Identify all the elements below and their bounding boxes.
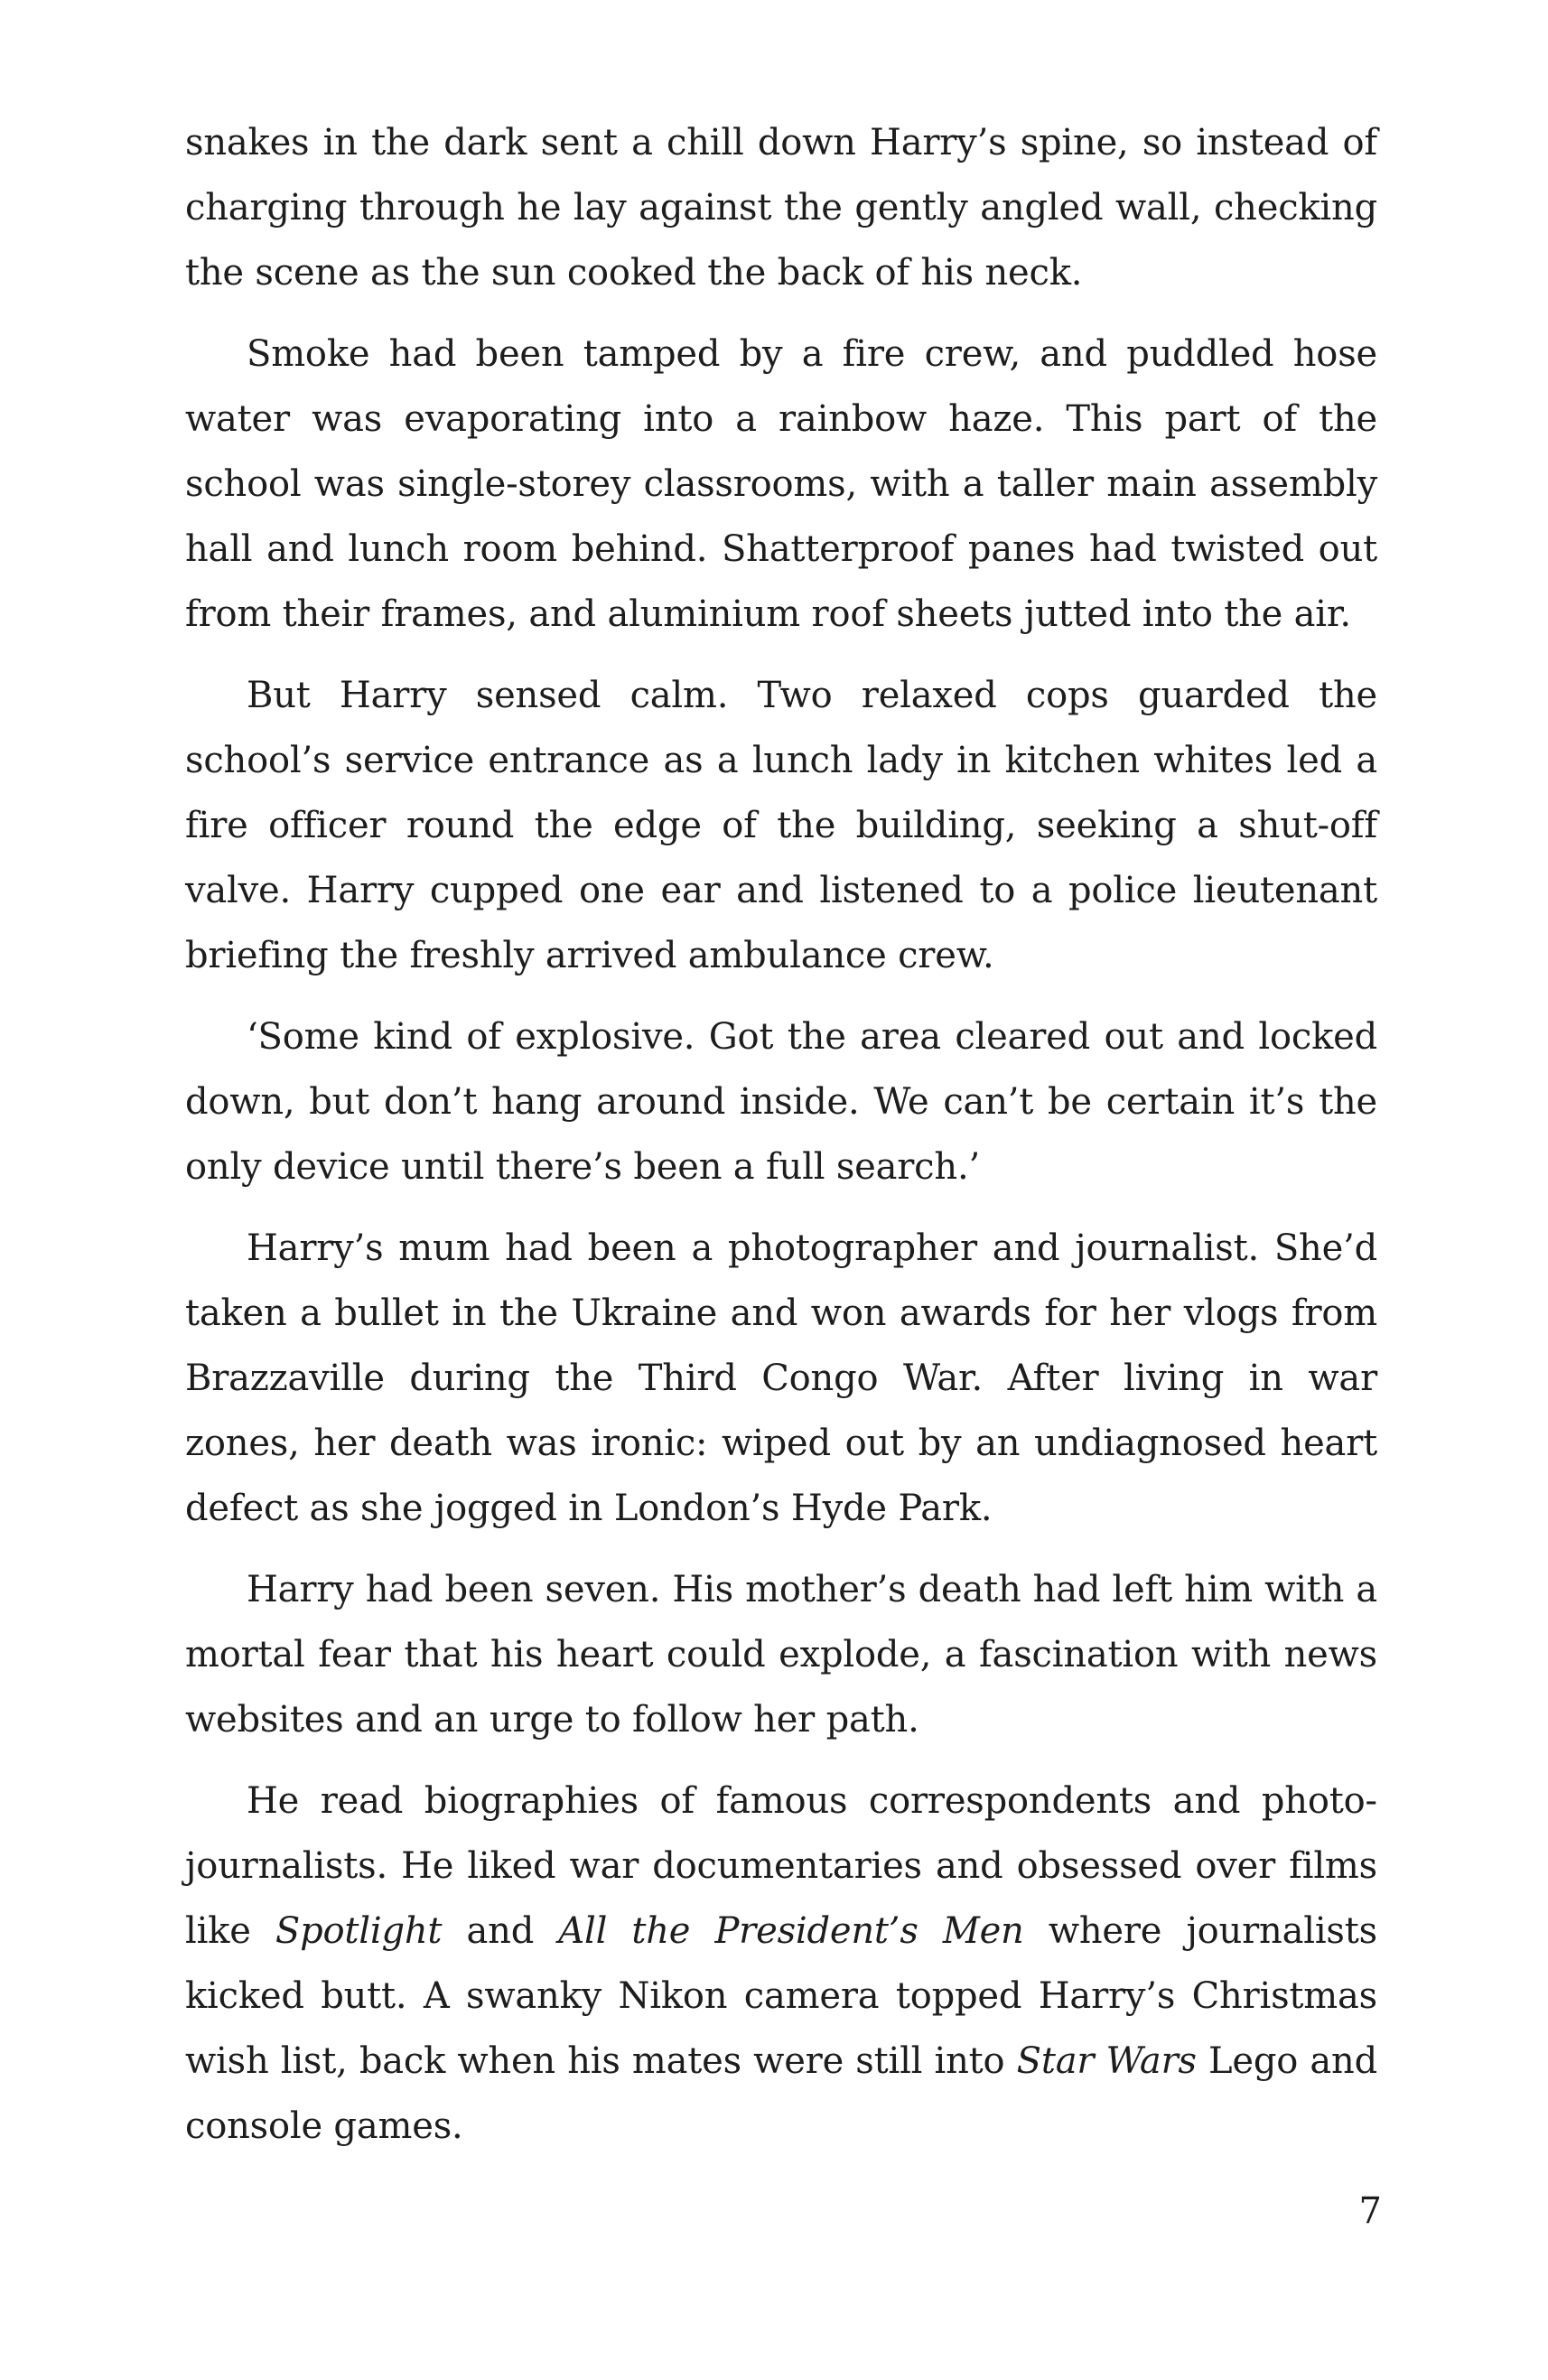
paragraph-3 [185, 663, 1377, 988]
paragraph-6 [185, 1557, 1377, 1752]
film-title-all-the-presidents-men: All the President’s Men [558, 1910, 1024, 1952]
paragraph-7-text-b: and [442, 1910, 559, 1952]
paragraph-4 [185, 1004, 1377, 1199]
book-page-body [185, 110, 1377, 2175]
paragraph-1 [185, 110, 1377, 305]
paragraph-7 [185, 1769, 1377, 2159]
paragraph-2 [185, 322, 1377, 647]
paragraph-7-text-a: He read biographies of famous correspondents and photojournalists. He liked war documentaries and obsessed over films like [185, 1780, 1377, 1952]
title-star-wars: Star Wars [1016, 2040, 1197, 2082]
paragraph-3-text: But Harry sensed calm. Two relaxed cops guarded the school’s service entrance as a lunch lady in kitchen whites led a fire officer round the edge of the building, seeking a shut-off valve. Harry cupped one ear and listened to a police lieutenant briefing the freshly arrived ambulance crew. [185, 675, 1377, 976]
paragraph-5-text: Harry’s mum had been a photographer and journalist. She’d taken a bullet in the Ukraine and won awards for her vlogs from Brazzaville during the Third Congo War. After living in war zones, her death was ironic: wiped out by an undiagnosed heart defect as she jogged in London’s Hyde Park. [185, 1227, 1377, 1529]
paragraph-5 [185, 1216, 1377, 1541]
paragraph-6-text: Harry had been seven. His mother’s death had left him with a mortal fear that his heart could explode, a fascination with news websites and an urge to follow her path. [185, 1569, 1377, 1741]
paragraph-4-text: ‘Some kind of explosive. Got the area cleared out and locked down, but don’t hang around inside. We can’t be certain it’s the only device until there’s been a full search.’ [185, 1016, 1377, 1188]
paragraph-7-text-d: Lego and console games. [185, 2040, 1377, 2147]
paragraph-2-text: Smoke had been tamped by a fire crew, and puddled hose water was evaporating into a rainbow haze. This part of the school was single-storey classrooms, with a taller main assembly hall and lunch room behind. Shatterproof panes had twisted out from their frames, and aluminium roof sheets jutted into the air. [185, 333, 1377, 635]
paragraph-7-text-c: where journalists kicked butt. A swanky Nikon camera topped Harry’s Christmas wish list, back when his mates were still into [185, 1910, 1377, 2082]
page-number: 7 [1358, 2190, 1382, 2232]
film-title-spotlight: Spotlight [275, 1910, 443, 1952]
paragraph-1-text: snakes in the dark sent a chill down Harry’s spine, so instead of charging through he lay against the gently angled wall, checking the scene as the sun cooked the back of his neck. [185, 122, 1377, 294]
